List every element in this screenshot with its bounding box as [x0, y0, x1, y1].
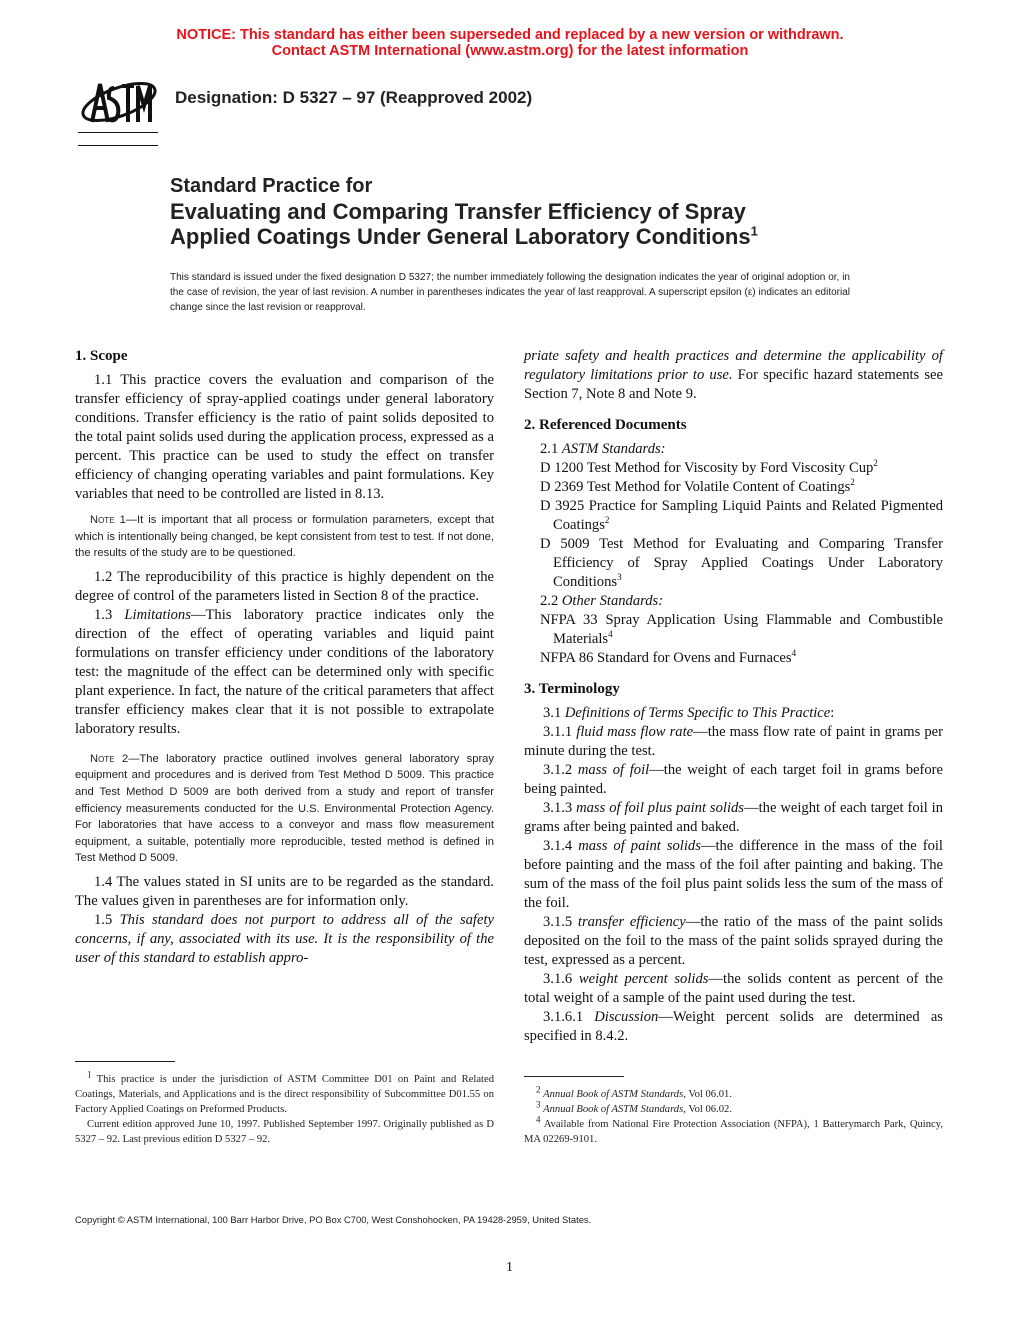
astm-logo-icon	[78, 76, 160, 148]
text-run: For specific hazard statements see Section 7, Note 8 and Note 9.	[524, 367, 944, 402]
footnote-3	[524, 1099, 943, 1117]
text-run: 3.1.4	[543, 838, 579, 854]
para-1-4	[75, 873, 494, 911]
title-line-3: Applied Coatings Under General Laboratory Conditions	[170, 224, 751, 249]
italic-text: This standard does not purport to address all of the safety concerns, if any, associated with its use. It is the responsibility of the user of this standard to establish appro-	[75, 911, 494, 966]
italic-text: Annual Book of ASTM Standards	[543, 1089, 684, 1100]
text-run: 3.1.2	[543, 762, 578, 778]
text-run: —the ratio of the mass of the paint solids deposited on the foil to the mass of the paint solids sprayed during the test, expressed as a percent.	[524, 914, 943, 968]
referenced-documents-list	[524, 440, 943, 668]
para-1-5	[75, 911, 494, 968]
para-3-1-5	[524, 913, 943, 970]
text-run: 3.1.1	[543, 724, 577, 740]
para-3-1-6	[524, 970, 943, 1008]
footnote-ref: 3	[536, 1099, 541, 1110]
text-run: 3.1.5	[543, 914, 578, 930]
terminology-list	[524, 704, 943, 1046]
note-2	[75, 751, 494, 867]
para-1-1	[75, 371, 494, 504]
subsection-2-1	[524, 440, 943, 459]
text-run: 3.1.3	[543, 800, 577, 816]
para-3-1-4	[524, 837, 943, 913]
footnote-2	[524, 1084, 943, 1102]
text-run: 2.1	[540, 441, 562, 457]
italic-text: transfer efficiency	[577, 914, 686, 930]
text-run: 1.3	[94, 606, 125, 623]
text-run: D 5009 Test Method for Evaluating and Comparing Transfer Efficiency of Spray Applied Coatings Under Laboratory Conditions	[540, 536, 943, 590]
text-run: 2—The laboratory practice outlined involves general laboratory spray equipment and procedures and is derived from Test Method D 5009. This practice and Test Method D 5009 are both derived from a study and report of transfer efficiency measurements conducted for the U.S. Environmental Protection Agency. For laboratories that have access to a conveyor and mass flow measurement equipment, a suitable, potentially more reproducible, tested method is defined in Test Method D 5009.	[75, 752, 494, 865]
para-3-1-6-1	[524, 1008, 943, 1046]
astm-logo	[78, 76, 160, 148]
footnote-ref: 4	[791, 648, 797, 659]
text-run: 1.2 The reproducibility of this practice is highly dependent on the degree of control of the parameters listed in Section 8 of the practice.	[75, 568, 494, 604]
reference-d5009	[524, 535, 943, 592]
designation: Designation: D 5327 – 97 (Reapproved 2002)	[175, 88, 533, 107]
left-column	[75, 347, 494, 1147]
para-3-1-3	[524, 799, 943, 837]
right-column	[524, 347, 943, 1147]
reference-d1200	[524, 459, 943, 478]
text-run: —the mass flow rate of paint in grams per minute during the test.	[524, 724, 944, 759]
para-1-5-continued	[524, 347, 943, 404]
text-run: Note	[90, 514, 115, 526]
text-run: Current edition approved June 10, 1997. Published September 1997. Originally published as D 5327 – 92. Last previous edition D 5327 – 92.	[75, 1119, 494, 1145]
italic-text: Definitions of Terms Specific to This Practice	[564, 705, 831, 721]
footnote-rule-left	[75, 1061, 175, 1062]
para-3-1-2	[524, 761, 943, 799]
italic-text: mass of foil	[577, 762, 650, 778]
text-run: Available from National Fire Protection Association (NFPA), 1 Batterymarch Park, Quincy, MA 02269-9101.	[524, 1119, 943, 1145]
footnote-ref: 1	[87, 1069, 92, 1080]
text-run: D 2369 Test Method for Volatile Content of Coatings	[540, 479, 851, 495]
footnote-ref: 2	[850, 477, 855, 488]
reference-d3925	[524, 497, 943, 535]
footnote-ref: 2	[604, 515, 610, 526]
footnote-ref: 2	[536, 1084, 541, 1095]
text-run: This practice is under the jurisdiction of ASTM Committee D01 on Paint and Related Coatings, Materials, and Applications and is the direct responsibility of Subcommittee D01.55 on Factory Applied Coatings on Preformed Products.	[75, 1074, 494, 1115]
footnote-1	[75, 1069, 494, 1117]
subsection-2-2	[524, 592, 943, 611]
italic-text: mass of foil plus paint solids	[576, 800, 744, 816]
text-run: D 3925 Practice for Sampling Liquid Paints and Related Pigmented Coatings	[540, 498, 943, 533]
issuance-note: This standard is issued under the fixed designation D 5327; the number immediately following the designation indicates the year of original adoption or, in the case of revision, the year of last revision. A number in parentheses indicates the year of last reapproval. A superscript epsilon (ε) indicates an editorial change since the last revision or reapproval.	[170, 272, 850, 314]
text-run: :	[830, 705, 835, 721]
text-run: NFPA 86 Standard for Ovens and Furnaces	[540, 650, 792, 666]
section-1-heading: 1. Scope	[75, 348, 128, 364]
reference-nfpa86	[524, 649, 943, 668]
text-run: 3.1.6.1	[543, 1009, 595, 1025]
footnote-ref: 4	[536, 1114, 541, 1125]
page-number: 1	[506, 1260, 513, 1275]
text-run: 1.1 This practice covers the evaluation and comparison of the transfer efficiency of spray-applied coatings under general laboratory conditions. Transfer efficiency is the ratio of paint solids deposited to the total paint solids used during the application process, expressed as a percent. This practice can be used to study the effect on transfer efficiency of changing operating variables and paint formulations. Key variables that need to be controlled are listed in 8.13.	[75, 372, 494, 502]
note-1	[75, 512, 494, 562]
text-run: 3.1.6	[543, 971, 579, 987]
footnote-ref: 2	[873, 458, 878, 469]
para-3-1-1	[524, 723, 943, 761]
italic-text: priate safety and health practices and determine the applicability of regulatory limitations prior to use.	[524, 348, 943, 383]
text-run: —the difference in the mass of the foil before painting and the mass of the foil after painting and baking. The sum of the mass of the foil plus paint solids less the sum of the mass of the foil.	[524, 838, 943, 911]
para-1-2	[75, 568, 494, 606]
italic-text: fluid mass flow rate	[576, 724, 694, 740]
italic-text: weight percent solids	[578, 971, 709, 987]
text-run: —the weight of each target foil in grams after being painted and baked.	[524, 800, 944, 835]
italic-text: Limitations	[124, 606, 191, 623]
reference-nfpa33	[524, 611, 943, 649]
copyright-line: Copyright © ASTM International, 100 Barr Harbor Drive, PO Box C700, West Conshohocken, PA 19428-2959, United States.	[75, 1214, 592, 1225]
notice-line-1: NOTICE: This standard has either been superseded and replaced by a new version or withdrawn.	[176, 27, 844, 43]
footnote-rule-right	[524, 1076, 624, 1077]
para-3-1	[524, 704, 943, 723]
text-run: 1.4 The values stated in SI units are to be regarded as the standard. The values given in parentheses are for information only.	[75, 873, 494, 909]
para-1-3	[75, 606, 494, 739]
text-run: 1.5	[94, 911, 120, 928]
text-run: 1—It is important that all process or formulation parameters, except that which is intentionally being changed, be kept consistent from test to test. If not done, the results of the study are to be questioned.	[75, 514, 494, 560]
italic-text: ASTM Standards:	[561, 441, 666, 457]
text-run: D 1200 Test Method for Viscosity by Ford Viscosity Cup	[540, 460, 874, 476]
footnote-4	[524, 1114, 943, 1147]
text-run: —the solids content as percent of the total weight of a sample of the paint used during the test.	[524, 971, 943, 1006]
italic-text: Discussion	[594, 1009, 659, 1025]
title-line-1: Standard Practice for	[170, 175, 373, 197]
text-run: —Weight percent solids are determined as specified in 8.4.2.	[524, 1009, 943, 1044]
text-run: Note	[90, 752, 115, 765]
section-3-heading: 3. Terminology	[524, 681, 620, 697]
notice-line-2: Contact ASTM International (www.astm.org) for the latest information	[271, 43, 749, 59]
text-run: —the weight of each target foil in grams before being painted.	[524, 762, 943, 797]
footnote-ref: 4	[608, 629, 613, 640]
section-2-heading: 2. Referenced Documents	[524, 417, 687, 433]
text-run: 2.2	[540, 593, 562, 609]
footnote-1-edition	[75, 1117, 494, 1147]
text-run: 3.1	[543, 705, 565, 721]
text-run: NFPA 33 Spray Application Using Flammable and Combustible Materials	[540, 612, 943, 647]
reference-d2369	[524, 478, 943, 497]
footnote-ref: 3	[617, 572, 622, 583]
text-run: , Vol 06.02.	[683, 1104, 732, 1115]
document-title	[170, 174, 758, 249]
italic-text: Other Standards:	[561, 593, 664, 609]
text-run: —This laboratory practice indicates only the direction of the effect of operating variables and liquid paint formulations on transfer efficiency under conditions of the laboratory test: the magnitude of the effect can be determined only with specific plant experience. In fact, the nature of the critical parameters that affect transfer efficiency makes clear that it is not possible to extrapolate laboratory results.	[75, 606, 495, 737]
title-line-2: Evaluating and Comparing Transfer Efficiency of Spray	[170, 199, 746, 224]
supersession-notice	[0, 27, 1020, 59]
text-run: , Vol 06.01.	[683, 1089, 732, 1100]
italic-text: mass of paint solids	[578, 838, 701, 854]
italic-text: Annual Book of ASTM Standards	[543, 1104, 684, 1115]
title-footnote-ref: 1	[750, 223, 758, 239]
